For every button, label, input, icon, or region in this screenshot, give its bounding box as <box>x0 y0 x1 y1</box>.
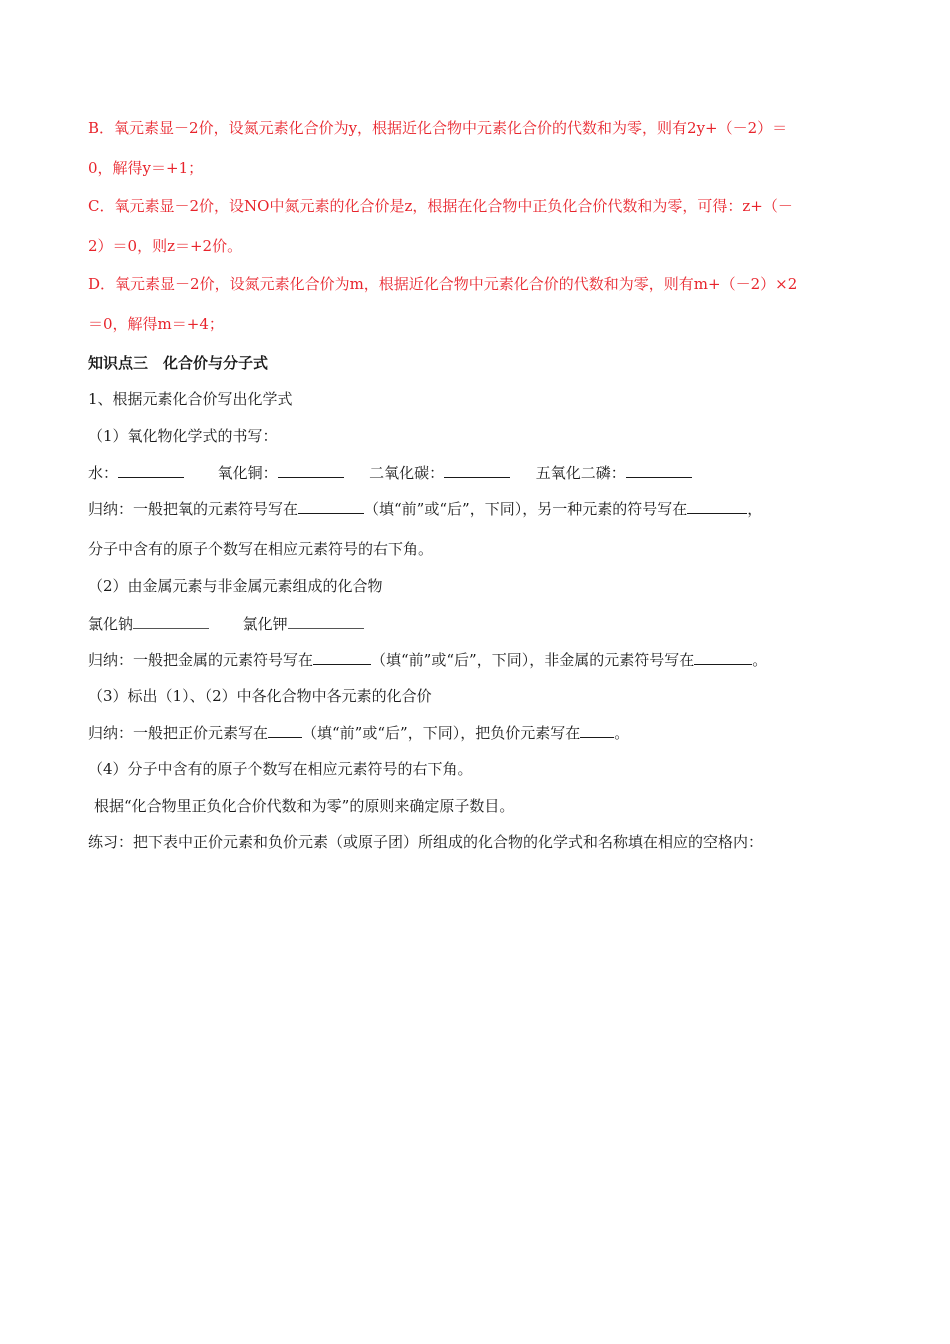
answer-d-line2: ＝0，解得m＝+4； <box>88 315 224 333</box>
label-carbon-dioxide: 二氧化碳： <box>369 464 445 482</box>
summary-1-text-a: 归纳：一般把氧的元素符号写在 <box>88 500 299 518</box>
blank-oxygen-position[interactable] <box>298 497 364 514</box>
blank-other-element-position[interactable] <box>687 497 747 514</box>
answer-b-line1 <box>88 117 880 139</box>
label-sodium-chloride: 氯化钠 <box>88 615 134 633</box>
blank-potassium-chloride[interactable] <box>288 612 364 629</box>
sub-item-1: （1）氧化物化学式的书写： <box>88 427 278 445</box>
answer-b-line2: 0，解得y＝+1； <box>88 159 204 177</box>
principle-text: 根据“化合物里正负化合价代数和为零”的原则来确定原子数目。 <box>94 797 515 815</box>
item-1: 1、根据元素化合价写出化学式 <box>88 390 293 408</box>
answer-c-line2: 2）＝0，则z＝+2价。 <box>88 237 243 255</box>
label-copper-oxide: 氧化铜： <box>217 464 278 482</box>
summary-2 <box>88 648 880 671</box>
blank-carbon-dioxide[interactable] <box>444 461 510 478</box>
label-water: 水： <box>88 464 119 482</box>
label-potassium-chloride: 氯化钾 <box>242 615 288 633</box>
summary-1-line2: 分子中含有的原子个数写在相应元素符号的右下角。 <box>88 540 434 558</box>
section-heading: 知识点三 化合价与分子式 <box>88 354 269 372</box>
summary-3-text-a: 归纳：一般把正价元素写在 <box>88 724 269 742</box>
blank-copper-oxide[interactable] <box>278 461 344 478</box>
blank-metal-position[interactable] <box>313 648 371 665</box>
sub-item-4: （4）分子中含有的原子个数写在相应元素符号的右下角。 <box>88 760 473 778</box>
summary-3 <box>88 721 880 744</box>
summary-1-text-c: ， <box>747 500 763 518</box>
sub-item-2: （2）由金属元素与非金属元素组成的化合物 <box>88 577 383 595</box>
salt-fill-row <box>88 612 880 635</box>
label-phosphorus-pentoxide: 五氧化二磷： <box>535 464 626 482</box>
sub-item-3: （3）标出（1）、（2）中各化合物中各元素的化合价 <box>88 687 432 705</box>
summary-2-text-b: （填“前”或“后”，下同），非金属的元素符号写在 <box>371 651 695 669</box>
summary-3-text-c: 。 <box>614 724 630 742</box>
summary-3-text-b: （填“前”或“后”，下同），把负价元素写在 <box>302 724 581 742</box>
blank-negative-position[interactable] <box>580 721 614 738</box>
answer-d-line1: D．氧元素显－2价，设氮元素化合价为m，根据近化合物中元素化合价的代数和为零，则有m+（－2）×2 <box>88 275 798 293</box>
summary-1-text-b: （填“前”或“后”，下同），另一种元素的符号写在 <box>364 500 688 518</box>
blank-nonmetal-position[interactable] <box>694 648 752 665</box>
exercise-instruction: 练习：把下表中正价元素和负价元素（或原子团）所组成的化合物的化学式和名称填在相应的空格内： <box>88 833 764 851</box>
summary-1-line1 <box>88 497 880 520</box>
summary-2-text-c: 。 <box>752 651 768 669</box>
blank-positive-position[interactable] <box>268 721 302 738</box>
answer-b-text: B．氧元素显－2价，设氮元素化合价为y，根据近化合物中元素化合价的代数和为零，则有2y+（－2）＝ <box>88 119 788 137</box>
oxide-fill-row <box>88 461 880 484</box>
blank-sodium-chloride[interactable] <box>133 612 209 629</box>
blank-water[interactable] <box>118 461 184 478</box>
answer-c-line1: C．氧元素显－2价，设NO中氮元素的化合价是z，根据在化合物中正负化合价代数和为零，可得：z+（－ <box>88 197 793 215</box>
blank-phosphorus-pentoxide[interactable] <box>626 461 692 478</box>
summary-2-text-a: 归纳：一般把金属的元素符号写在 <box>88 651 314 669</box>
